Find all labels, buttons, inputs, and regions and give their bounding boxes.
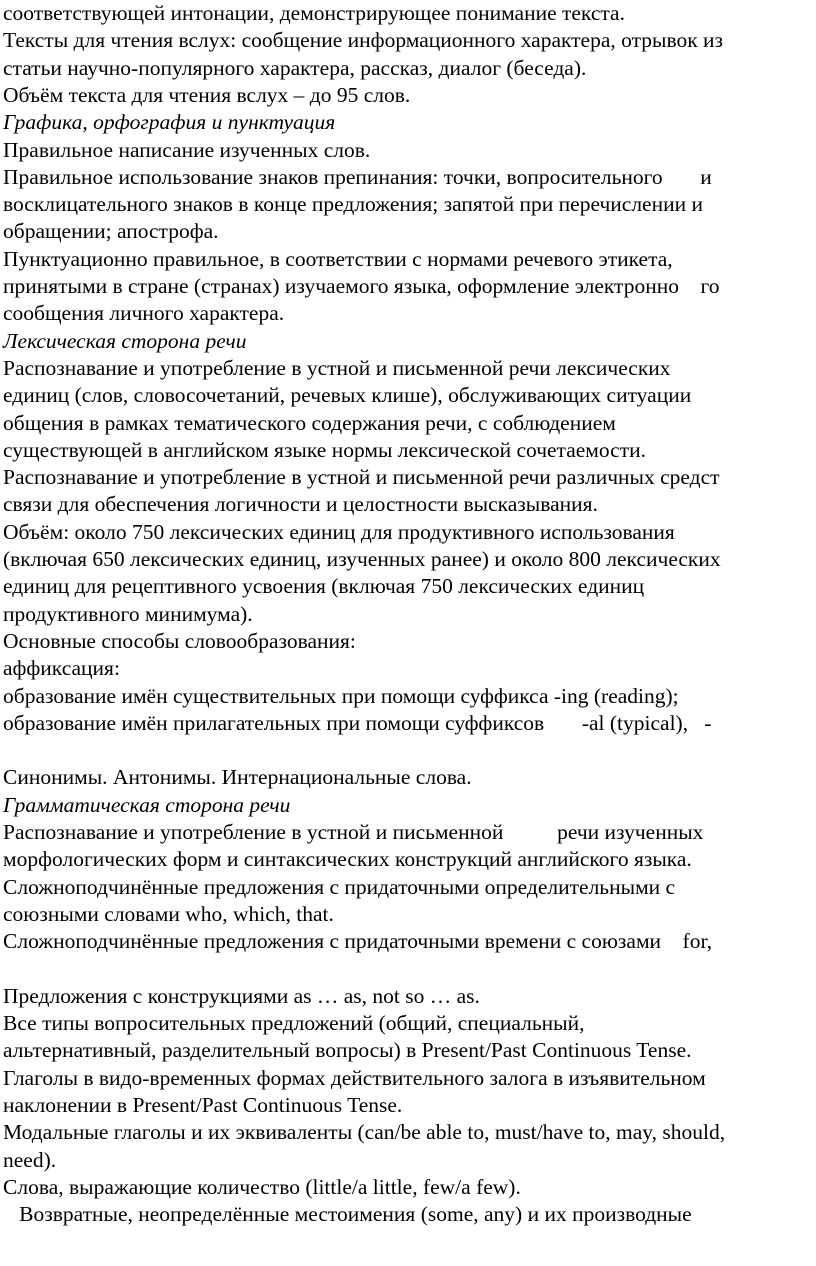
text-line: сообщения личного характера. [3,301,285,326]
text-line: Основные способы словообразования: [3,628,356,653]
text-line: общения в рамках тематического содержания речи, с соблюдением [3,410,616,435]
text-line: need). [3,1147,57,1172]
text-line: Распознавание и употребление в устной и письменной речи изученных [3,820,704,844]
text-line: Возвратные, неопределённые местоимения (some, any) и их производные [3,1202,692,1227]
text-line: Все типы вопросительных предложений (общий, специальный, [3,1011,585,1036]
text-line: образование имён существительных при помощи суффикса -ing (reading); [3,683,679,708]
text-line: (включая 650 лексических единиц, изученных ранее) и около 800 лексических [3,547,721,571]
text-line: статьи научно-популярного характера, рассказ, диалог (беседа). [3,55,587,80]
text-line: Распознавание и употребление в устной и письменной речи различных средст [3,465,720,490]
text-line: Слова, выражающие количество (little/a little, few/a few). [3,1174,521,1199]
text-line: Синонимы. Антонимы. Интернациональные слова. [3,765,472,790]
text-line: альтернативный, разделительный вопросы) в Present/Past Continuous Tense. [3,1038,692,1063]
text-line: соответствующей интонации, демонстрирующее понимание текста. [3,1,625,25]
text-line: восклицательного знаков в конце предложения; запятой при перечислении и [3,192,703,217]
text-line: принятыми в стране (странах) изучаемого языка, оформление электронно го [3,274,720,298]
text-line: Предложения с конструкциями as … as, not so … as. [3,983,480,1008]
text-line: продуктивного минимума). [3,601,253,626]
text-line: наклонении в Present/Past Continuous Tense. [3,1093,403,1117]
section-heading: Лексическая сторона речи [3,328,247,353]
text-line: аффиксация: [3,656,120,681]
text-line: Тексты для чтения вслух: сообщение информационного характера, отрывок из [3,28,724,53]
section-heading: Графика, орфография и пунктуация [3,110,336,135]
text-line: Пунктуационно правильное, в соответствии с нормами речевого этикета, [3,246,673,271]
text-line: Модальные глаголы и их эквиваленты (can/be able to, must/have to, may, should, [3,1120,726,1145]
text-line: Сложноподчинённые предложения с придаточными времени с союзами for, [3,929,713,954]
section-heading: Грамматическая сторона речи [3,792,291,817]
text-line: единиц для рецептивного усвоения (включая 750 лексических единиц [3,574,645,599]
text-line: Глаголы в видо-временных формах действительного залога в изъявительном [3,1065,706,1090]
text-line: Распознавание и употребление в устной и письменной речи лексических [3,355,671,380]
text-line: Правильное написание изученных слов. [3,137,371,162]
text-line: Объём: около 750 лексических единиц для продуктивного использования [3,519,675,544]
text-line: существующей в английском языке нормы лексической сочетаемости. [3,437,647,462]
text-line: связи для обеспечения логичности и целостности высказывания. [3,492,598,517]
text-line: Правильное использование знаков препинания: точки, вопросительного и [3,164,712,189]
text-line: Объём текста для чтения вслух – до 95 слов. [3,82,411,107]
text-line: обращении; апострофа. [3,219,219,244]
text-line: единиц (слов, словосочетаний, речевых клише), обслуживающих ситуации [3,383,692,408]
text-line: морфологических форм и синтаксических конструкций английского языка. [3,847,692,872]
text-line: союзными словами who, which, that. [3,901,334,926]
text-line: образование имён прилагательных при помощи суффиксов -al (typical), - [3,710,712,735]
text-line: Сложноподчинённые предложения с придаточными определительными с [3,874,676,899]
